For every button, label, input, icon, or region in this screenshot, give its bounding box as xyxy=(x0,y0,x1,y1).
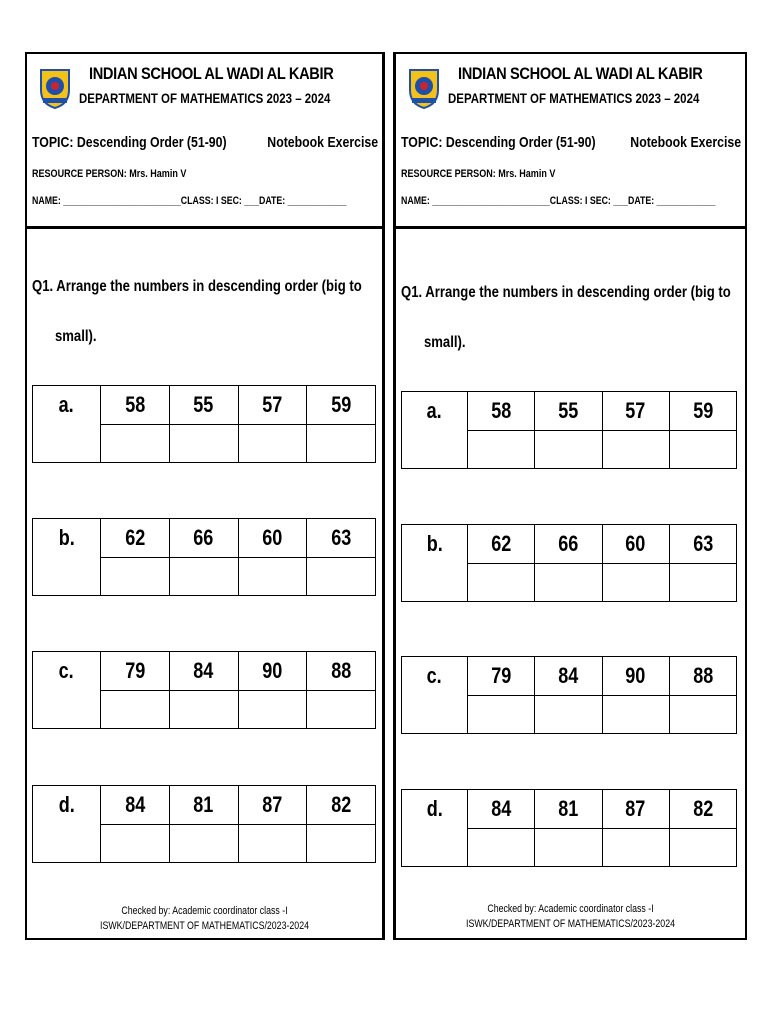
number-cell: 59 xyxy=(669,392,736,431)
row-d-table xyxy=(401,789,737,867)
number-cell: 84 xyxy=(535,657,602,696)
row-label: b. xyxy=(402,525,468,602)
number-cell: 88 xyxy=(307,652,376,691)
number-cell: 82 xyxy=(307,786,376,825)
answer-box[interactable] xyxy=(307,425,376,463)
name-class-date-line: NAME: ________________________CLASS: I SEC: ___DATE: ____________ xyxy=(32,195,347,207)
answer-box[interactable] xyxy=(307,825,376,863)
question-line-1: Q1. Arrange the numbers in descending order (big to xyxy=(401,284,731,301)
school-crest-icon xyxy=(37,66,73,110)
topic-label: TOPIC: Descending Order (51-90) xyxy=(32,134,227,151)
number-cell: 90 xyxy=(238,652,307,691)
number-cell: 87 xyxy=(602,790,669,829)
row-label: c. xyxy=(33,652,101,729)
row-label: c. xyxy=(402,657,468,734)
answer-box[interactable] xyxy=(101,825,170,863)
row-d-table xyxy=(32,785,376,863)
school-name: INDIAN SCHOOL AL WADI AL KABIR xyxy=(458,64,703,83)
worksheet-header xyxy=(27,54,382,229)
number-cell: 57 xyxy=(238,386,307,425)
question-line-1: Q1. Arrange the numbers in descending order (big to xyxy=(32,278,362,295)
answer-box[interactable] xyxy=(169,558,238,596)
row-label: d. xyxy=(402,790,468,867)
row-a-table xyxy=(401,391,737,469)
answer-box[interactable] xyxy=(468,829,535,867)
answer-box[interactable] xyxy=(602,696,669,734)
footer-checked-by: Checked by: Academic coordinator class -I xyxy=(121,905,288,917)
worksheet-header xyxy=(396,54,745,229)
answer-box[interactable] xyxy=(307,558,376,596)
answer-box[interactable] xyxy=(169,425,238,463)
answer-box[interactable] xyxy=(169,825,238,863)
answer-box[interactable] xyxy=(468,564,535,602)
number-cell: 63 xyxy=(307,519,376,558)
footer-code: ISWK/DEPARTMENT OF MATHEMATICS/2023-2024 xyxy=(466,918,675,930)
number-cell: 59 xyxy=(307,386,376,425)
resource-person: RESOURCE PERSON: Mrs. Hamin V xyxy=(401,168,556,180)
row-label: a. xyxy=(33,386,101,463)
answer-box[interactable] xyxy=(169,691,238,729)
row-b-table xyxy=(32,518,376,596)
number-cell: 79 xyxy=(468,657,535,696)
number-cell: 82 xyxy=(669,790,736,829)
footer-code: ISWK/DEPARTMENT OF MATHEMATICS/2023-2024 xyxy=(100,920,309,932)
footer-checked-by: Checked by: Academic coordinator class -I xyxy=(487,903,654,915)
number-cell: 66 xyxy=(169,519,238,558)
number-cell: 62 xyxy=(468,525,535,564)
name-class-date-line: NAME: ________________________CLASS: I SEC: ___DATE: ____________ xyxy=(401,195,716,207)
answer-box[interactable] xyxy=(602,564,669,602)
answer-box[interactable] xyxy=(535,431,602,469)
row-label: b. xyxy=(33,519,101,596)
question-text xyxy=(32,262,376,362)
exercise-type: Notebook Exercise xyxy=(630,134,741,151)
row-label: d. xyxy=(33,786,101,863)
number-cell: 62 xyxy=(101,519,170,558)
number-cell: 66 xyxy=(535,525,602,564)
school-crest-icon xyxy=(406,66,442,110)
number-cell: 84 xyxy=(101,786,170,825)
left-worksheet xyxy=(25,52,385,940)
answer-box[interactable] xyxy=(535,564,602,602)
school-name: INDIAN SCHOOL AL WADI AL KABIR xyxy=(89,64,334,83)
number-cell: 57 xyxy=(602,392,669,431)
number-cell: 81 xyxy=(169,786,238,825)
answer-box[interactable] xyxy=(669,696,736,734)
worksheet-footer xyxy=(27,904,382,934)
department-title: DEPARTMENT OF MATHEMATICS 2023 – 2024 xyxy=(79,90,331,106)
number-cell: 87 xyxy=(238,786,307,825)
topic-label: TOPIC: Descending Order (51-90) xyxy=(401,134,596,151)
number-cell: 79 xyxy=(101,652,170,691)
answer-box[interactable] xyxy=(602,829,669,867)
worksheet-footer xyxy=(396,902,745,932)
number-cell: 58 xyxy=(101,386,170,425)
number-cell: 60 xyxy=(238,519,307,558)
answer-box[interactable] xyxy=(535,829,602,867)
answer-box[interactable] xyxy=(101,425,170,463)
answer-box[interactable] xyxy=(468,431,535,469)
number-cell: 60 xyxy=(602,525,669,564)
answer-box[interactable] xyxy=(468,696,535,734)
number-cell: 81 xyxy=(535,790,602,829)
answer-box[interactable] xyxy=(101,691,170,729)
answer-box[interactable] xyxy=(238,825,307,863)
row-a-table xyxy=(32,385,376,463)
question-line-2: small). xyxy=(54,328,97,345)
number-cell: 55 xyxy=(535,392,602,431)
right-worksheet xyxy=(393,52,747,940)
number-cell: 63 xyxy=(669,525,736,564)
answer-box[interactable] xyxy=(307,691,376,729)
resource-person: RESOURCE PERSON: Mrs. Hamin V xyxy=(32,168,187,180)
answer-box[interactable] xyxy=(101,558,170,596)
question-line-2: small). xyxy=(423,334,466,351)
answer-box[interactable] xyxy=(535,696,602,734)
question-text xyxy=(401,268,745,368)
answer-box[interactable] xyxy=(238,558,307,596)
row-label: a. xyxy=(402,392,468,469)
answer-box[interactable] xyxy=(669,564,736,602)
row-c-table xyxy=(401,656,737,734)
number-cell: 55 xyxy=(169,386,238,425)
department-title: DEPARTMENT OF MATHEMATICS 2023 – 2024 xyxy=(448,90,700,106)
number-cell: 88 xyxy=(669,657,736,696)
answer-box[interactable] xyxy=(669,829,736,867)
answer-box[interactable] xyxy=(602,431,669,469)
exercise-type: Notebook Exercise xyxy=(267,134,378,151)
number-cell: 84 xyxy=(468,790,535,829)
answer-box[interactable] xyxy=(238,691,307,729)
number-cell: 84 xyxy=(169,652,238,691)
row-c-table xyxy=(32,651,376,729)
number-cell: 58 xyxy=(468,392,535,431)
number-cell: 90 xyxy=(602,657,669,696)
row-b-table xyxy=(401,524,737,602)
answer-box[interactable] xyxy=(238,425,307,463)
answer-box[interactable] xyxy=(669,431,736,469)
